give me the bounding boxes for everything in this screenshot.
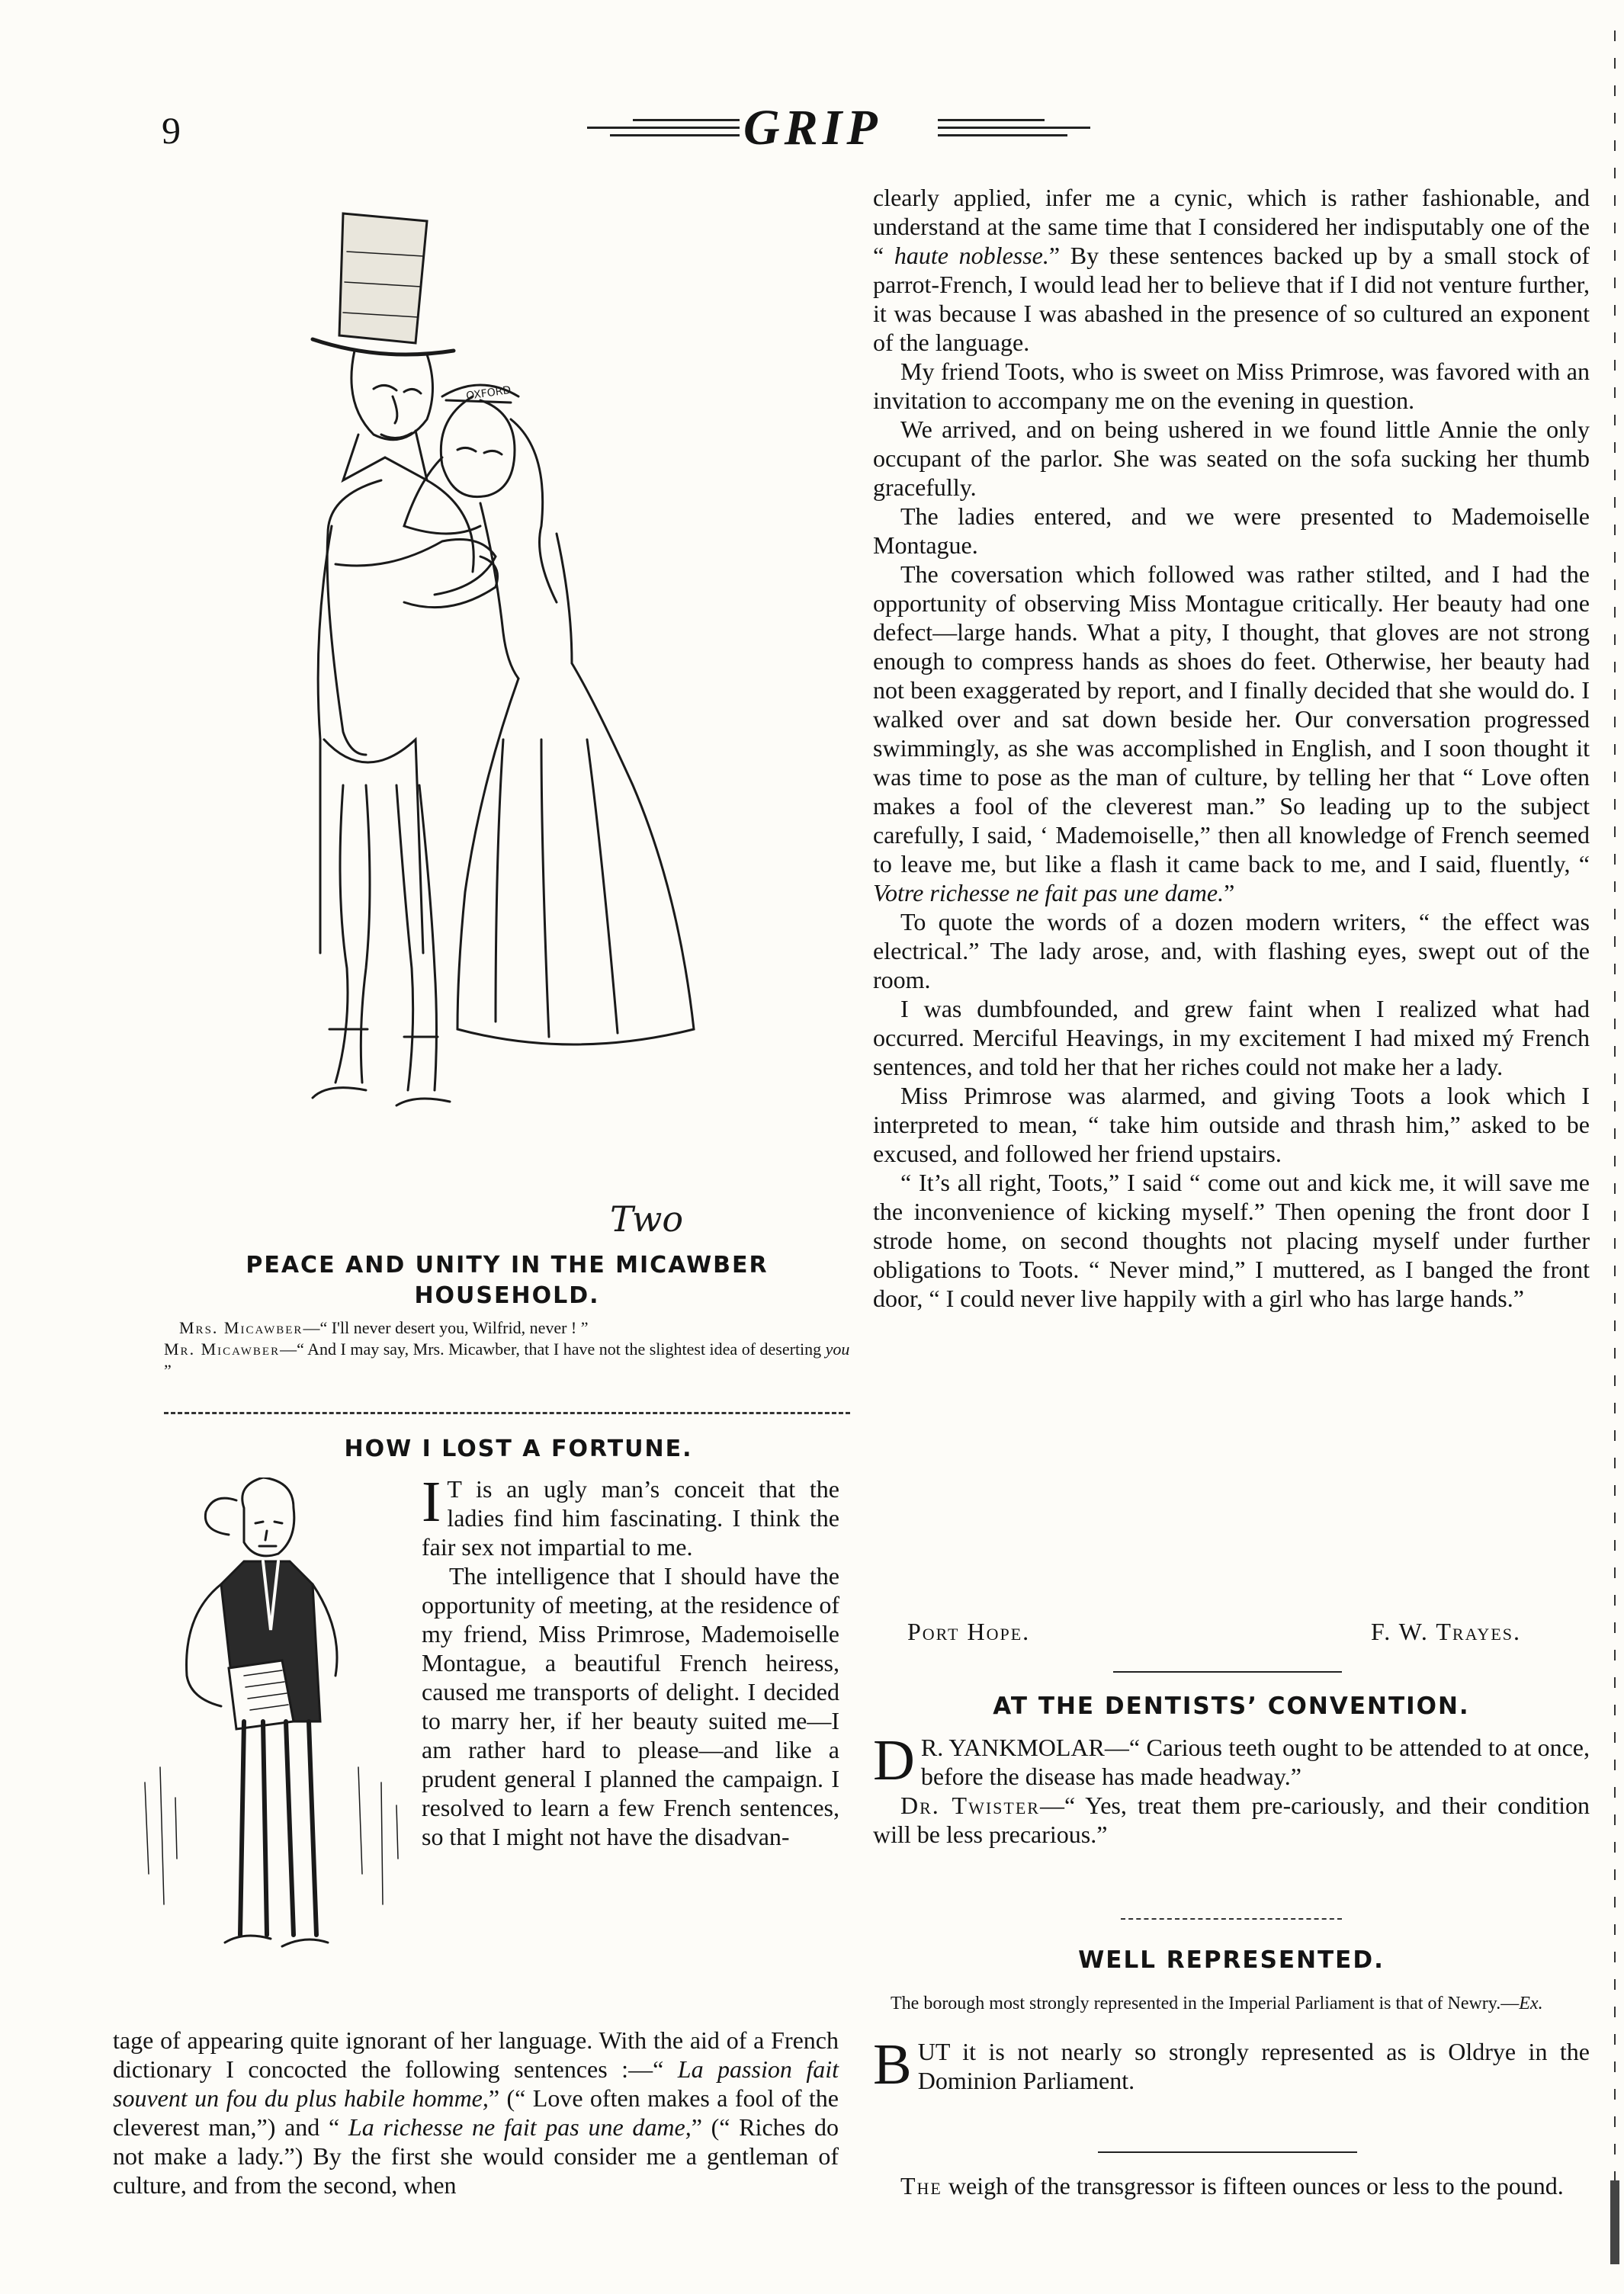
cartoon-signature: Two [610,1198,684,1240]
caption-quote-2-end: ” [164,1361,172,1380]
article1-haute-noblesse: haute noblesse. [894,242,1049,269]
article1-author: F. W. Trayes. [1371,1618,1521,1645]
article1-votre-richesse: Votre richesse ne fait pas une dame. [873,879,1224,906]
micawber-cartoon-illustration [252,206,831,1250]
article2-body [873,1728,1590,1849]
article-title-dentists-convention: AT THE DENTISTS’ CONVENTION. [993,1692,1470,1720]
article2-speaker-2: Dr. Twister [900,1792,1040,1819]
article-figure-man-reading [130,1477,419,1981]
masthead-rule-left [587,127,740,129]
masthead-rule-right [938,127,1090,129]
caption-speaker-2: Mr. Micawber [164,1340,281,1359]
article-title-well-represented: WELL REPRESENTED. [1078,1946,1385,1974]
article1-r8: Miss Primrose was alarmed, and giving Toots a look which I interpreted to mean, “ take him outside and thrash him,” asked to be excused, and followed her friend upstairs. [873,1082,1590,1167]
page-edge-binding [1607,30,1622,2272]
article1-right-column [873,183,1590,1313]
article2-paragraph-2: —“ Yes, treat them pre-cariously, and their condition will be less precarious.” [873,1792,1590,1848]
article1-r3: We arrived, and on being ushered in we found little Annie the only occupant of the parlor. She was seated on the sofa sucking her thumb gracefully. [873,415,1590,501]
article1-continued [113,2026,839,2199]
article1-signature [907,1618,1590,1648]
article4-body [873,2171,1590,2200]
article3-note-source: Ex. [1519,1994,1543,2013]
article1-r2: My friend Toots, who is sweet on Miss Primrose, was favored with an invitation to accompany me on the evening in question. [873,358,1590,414]
article1-p3-e: ” (“ Riches do not make a lady.”) By the first she would consider me a gentleman of culture, and from the second, when [113,2113,839,2199]
masthead-rule-left-2 [610,134,740,136]
article1-drop-cap: I [422,1470,441,1534]
article1-paragraph-1: T is an ugly man’s conceit that the ladies find him fascinating. I think the fair sex not impartial to me. [422,1475,839,1561]
article1-p3-a: tage of appearing quite ignorant of her language. With the aid of a French dictionary I concocted the following sentences :—“ [113,2026,839,2083]
article3-note: The borough most strongly represented in the Imperial Parliament is that of Newry.— [891,1994,1520,2013]
article1-paragraph-2: The intelligence that I should have the opportunity of meeting, at the residence of my friend, Miss Primrose, Mademoiselle Montague, a beautiful French heiress, caused me transports of delight. I decided to marry her, if her beauty suited me—I am rather hard to please—and like a prudent general I planned the campaign. I resolved to learn a few French sentences, so that I might not have the disadvan- [422,1562,839,1850]
article3-body [873,2033,1590,2097]
masthead-rule-right-2 [938,134,1067,136]
article1-r5-c: ” [1224,879,1235,906]
divider-1 [1113,1671,1342,1673]
article4-text: weigh of the transgressor is fifteen ounces or less to the pound. [942,2172,1564,2199]
caption-title-line-1: PEACE AND UNITY IN THE MICAWBER [246,1252,769,1279]
caption-divider [164,1412,850,1414]
article1-p3-c: ” (“ Love often makes a fool of the cleverest man,”) and “ [113,2084,839,2141]
masthead-title: GRIP [743,100,882,156]
masthead-rule-left-3 [633,119,740,121]
article1-r1-c: ” By these sentences backed up by a small stock of parrot-French, I would lead her to believe that if I did not venture further, it was because I was abashed in the presence of so cultured an exponent of the language. [873,242,1590,356]
divider-3 [1098,2151,1357,2153]
article2-drop-cap: D [873,1728,915,1792]
masthead [579,98,1113,166]
cartoon-caption-dialogue [164,1317,858,1381]
masthead-rule-right-3 [938,119,1045,121]
article4-lead: The [900,2172,942,2199]
divider-2 [1121,1918,1342,1920]
article1-french-quote-1: La passion fait souvent un fou du plus habile homme, [113,2055,839,2112]
article2-paragraph-1: R. YANKMOLAR—“ Carious teeth ought to be attended to at once, before the disease has made headway.” [920,1734,1590,1790]
article1-r1-a: clearly applied, infer me a cynic, which is rather fashionable, and understand at the same time that I considered her indisputably one of the “ [873,184,1590,269]
article3-paragraph: UT it is not nearly so strongly represented as is Oldrye in the Dominion Parliament. [917,2038,1590,2094]
article3-drop-cap: B [873,2033,912,2097]
article1-french-quote-2: La richesse ne fait pas une dame, [348,2113,692,2141]
hat-band-label: OXFORD [465,383,512,403]
article1-r5-a: The coversation which followed was rather stilted, and I had the opportunity of observing Miss Montague critically. Her beauty had one defect—large hands. What a pity, I thought, that gloves are not strong enough to compress hands as shoes do feet. Otherwise, her beauty had not been exaggerated by report, and I finally decided that she would do. I walked over and sat down beside her. Our conversation progressed swimmingly, as she was accomplished in English, and I soon thought it was time to pose as the man of culture, by telling her that “ Love often makes a fool of the cleverest man.” So leading up to the subject carefully, I said, ‘ Mademoiselle,” then all knowledge of French seemed to leave me, but like a flash it came back to me, and I said, fluently, “ [873,560,1590,877]
caption-quote-2-italic: you [825,1340,850,1359]
article1-r4: The ladies entered, and we were presented to Mademoiselle Montague. [873,502,1590,559]
caption-title-line-2: HOUSEHOLD. [414,1282,600,1309]
article3-epigraph [891,1992,1592,2015]
article1-opening [422,1470,839,1851]
cartoon-caption-title [172,1250,842,1311]
article1-r6: To quote the words of a dozen modern writers, “ the effect was electrical.” The lady arose, and, with flashing eyes, swept out of the room. [873,908,1590,993]
article-title-how-i-lost-a-fortune: HOW I LOST A FORTUNE. [344,1436,693,1462]
article1-r7: I was dumbfounded, and grew faint when I realized what had occurred. Merciful Heavings, in my excitement I had mixed mý French sentences, and told her that her riches could not make her a lady. [873,995,1590,1080]
article1-place: Port Hope. [907,1618,1031,1645]
caption-quote-2: —“ And I may say, Mrs. Micawber, that I have not the slightest idea of deserting [280,1340,826,1359]
caption-quote-1: —“ I'll never desert you, Wilfrid, never ! ” [303,1318,589,1337]
page-number: 9 [162,109,181,152]
article1-r9: “ It’s all right, Toots,” I said “ come out and kick me, it will save me the inconvenience of kicking myself.” Then opening the front door I strode home, on second thoughts not placing myself under further obligations to Toots. “ Never mind,” I muttered, as I banged the front door, “ I could never live happily with a girl who has large hands.” [873,1169,1590,1312]
caption-speaker-1: Mrs. Micawber [179,1318,303,1337]
